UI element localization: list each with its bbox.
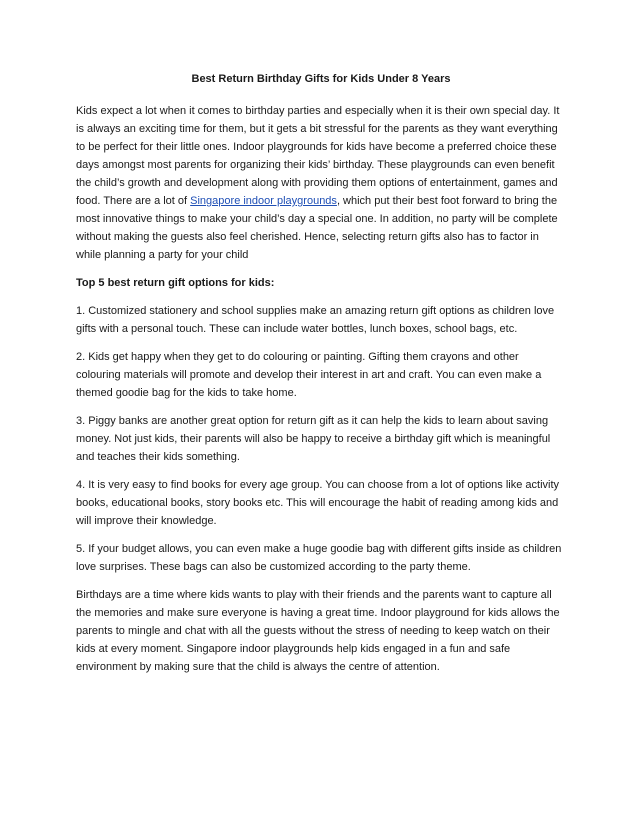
section-heading: Top 5 best return gift options for kids: bbox=[76, 277, 275, 289]
document-title: Best Return Birthday Gifts for Kids Under 8 Years bbox=[191, 73, 451, 85]
list-item: 2. Kids get happy when they get to do colouring or painting. Gifting them crayons and other colouring materials will promote and develop their interest in art and craft. You can even make a themed goodie bag for the kids to take home. bbox=[76, 351, 542, 399]
list-item: 5. If your budget allows, you can even make a huge goodie bag with different gifts inside as children love surprises. These bags can also be customized according to the party theme. bbox=[76, 543, 562, 573]
list-item: 1. Customized stationery and school supplies make an amazing return gift options as children love gifts with a personal touch. These can include water bottles, lunch boxes, school bags, etc. bbox=[76, 305, 555, 335]
conclusion-paragraph: Birthdays are a time where kids wants to play with their friends and the parents want to capture all the memories and make sure everyone is having a great time. Indoor playground for kids allows the parents to mingle and chat with all the guests without the stress of needing to keep watch on their kids at every moment. Singapore indoor playgrounds help kids engaged in a fun and safe environment by making sure that the child is always the centre of attention. bbox=[76, 589, 560, 673]
list-item: 4. It is very easy to find books for every age group. You can choose from a lot of options like activity books, educational books, story books etc. This will encourage the habit of reading among kids and will improve their knowledge. bbox=[76, 479, 560, 527]
intro-paragraph bbox=[76, 102, 566, 264]
singapore-indoor-playgrounds-link[interactable]: Singapore indoor playgrounds bbox=[190, 195, 337, 207]
document-page bbox=[76, 70, 566, 686]
intro-text-before-link: Kids expect a lot when it comes to birthday parties and especially when it is their own special day. It is always an exciting time for them, but it gets a bit stressful for the parents as they want everything to be perfect for their little ones. Indoor playgrounds for kids have become a preferred choice these days amongst most parents for organizing their kids’ birthday. These playgrounds can even benefit the child’s growth and development along with providing them options of entertainment, games and food. There are a lot of bbox=[76, 105, 560, 207]
list-item: 3. Piggy banks are another great option for return gift as it can help the kids to learn about saving money. Not just kids, their parents will also be happy to receive a birthday gift which is meaningful and teaches their kids something. bbox=[76, 415, 551, 463]
intro-text-after-link: , which put their best foot forward to bring the most innovative things to make your child’s day a special one. In addition, no party will be complete without making the guests also feel cherished. Hence, selecting return gifts also has to factor in while planning a party for your child bbox=[76, 195, 558, 261]
